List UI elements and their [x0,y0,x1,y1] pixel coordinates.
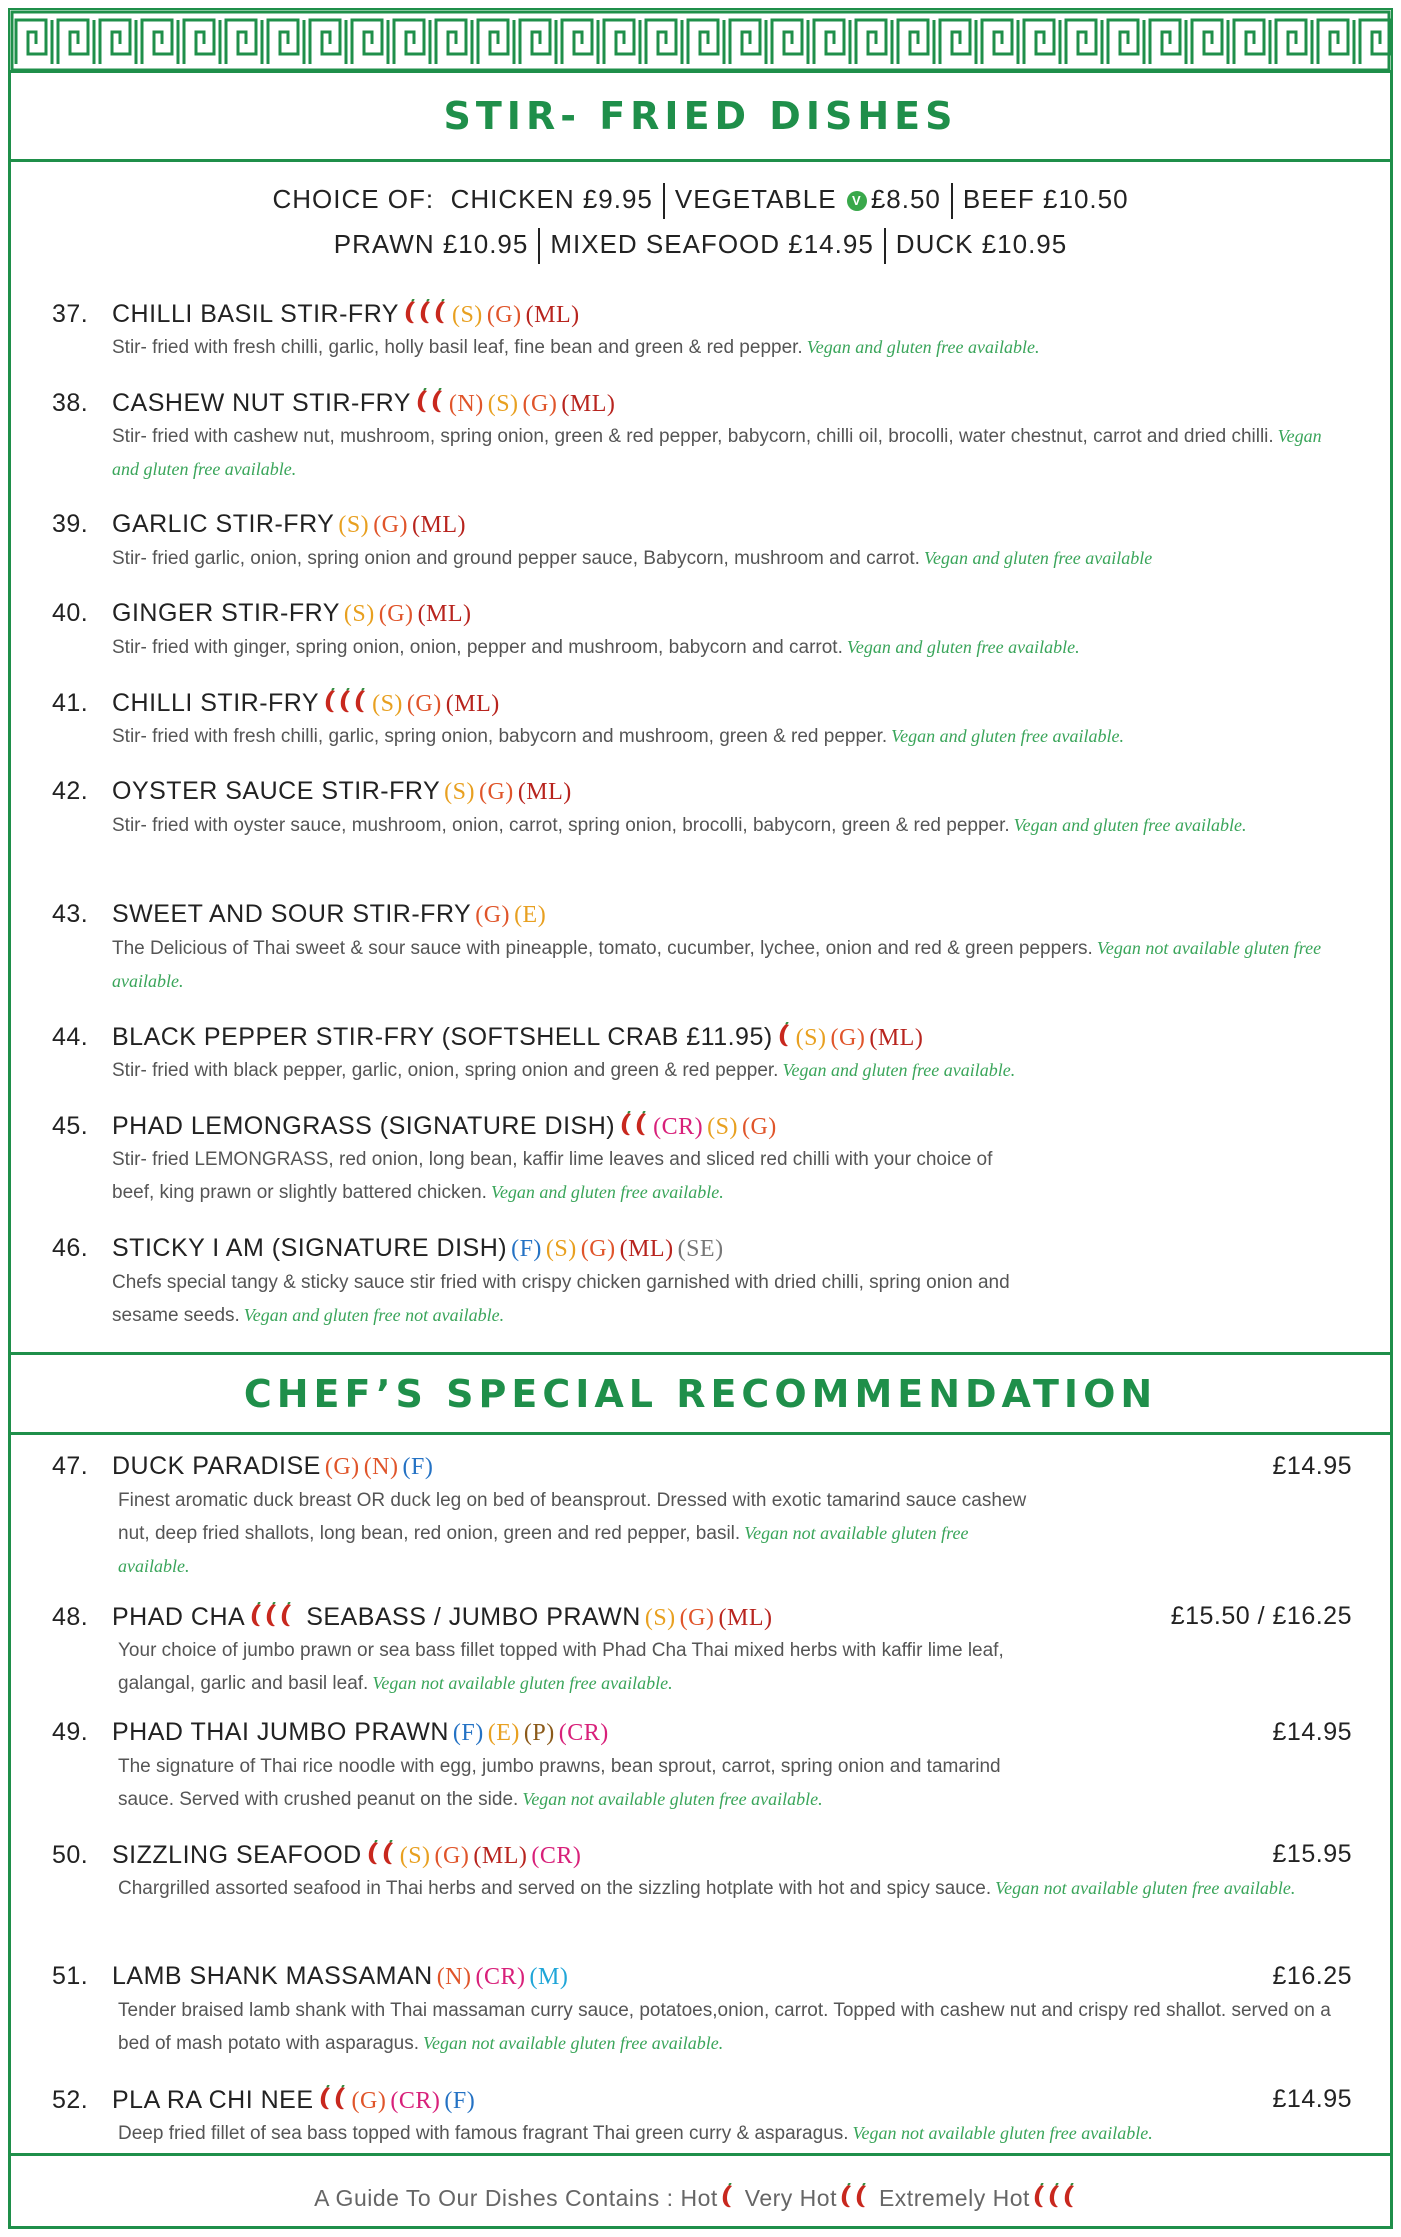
vegan-note: Vegan and gluten free available [923,548,1153,568]
allergen-tag: (S) [545,1236,577,1262]
allergen-tag: (N) [363,1454,399,1480]
chilli-icon [249,1602,263,1635]
dish-number: 45. [52,1112,89,1141]
allergen-tag: (ML) [412,512,466,538]
vegan-badge-icon: V [847,191,867,211]
dish-number: 52. [52,2086,89,2115]
dish-name: GARLIC STIR-FRY [112,510,335,538]
chilli-icon [433,299,447,332]
chilli-guide [10,2170,1391,2226]
allergen-tag: (N) [436,1964,472,1990]
dish-heading [52,1234,1352,1266]
section-header-chefs-special [10,1352,1391,1435]
dish-description [112,1054,1352,1087]
dish-item [52,2085,1352,2150]
chilli-icon [634,1111,648,1144]
choice-vegetable-price: £8.50 [870,183,941,214]
vegan-note: Vegan and gluten free available. [112,426,1322,479]
dish-heading [52,1718,1352,1750]
allergen-tag: (P) [523,1720,555,1746]
vegan-note: Vegan not available gluten free available. [112,938,1322,991]
allergen-tag: (S) [795,1025,827,1052]
dish-description [112,809,1352,842]
dish-item [52,1111,1352,1209]
dish-heading [52,900,1352,932]
chilli-icon [333,2085,347,2118]
chilli-icon [418,299,432,332]
chilli-icon [323,688,337,721]
description-text: Stir- fried LEMONGRASS, red onion, long bean, kaffir lime leaves and sliced red chilli with your choice of beef, king prawn or slightly battered chicken. [112,1149,993,1203]
vegan-note: Vegan not available gluten free available. [423,2033,724,2053]
allergen-tag: (G) [741,1114,777,1141]
allergen-tag: (G) [679,1605,715,1632]
dish-name: GINGER STIR-FRY [112,599,340,627]
separator [538,228,540,264]
dish-item [52,777,1352,842]
dish-name: CHILLI BASIL STIR-FRY [112,300,399,329]
choice-duck: DUCK £10.95 [895,228,1068,259]
chilli-rating [318,2085,348,2118]
allergen-tag: (S) [338,512,370,538]
allergen-tag: (ML) [869,1025,924,1052]
choice-chicken: CHICKEN £9.95 [450,183,653,214]
choice-line-1 [10,183,1391,219]
dish-number: 50. [52,1841,89,1870]
dish-item [52,299,1352,364]
dish-number: 41. [52,689,89,718]
allergen-tag: (G) [475,902,511,928]
separator [663,183,665,219]
chilli-icon [839,2173,853,2229]
dish-name: PHAD CHA [112,1603,246,1632]
dish-heading [52,299,1352,331]
description-text: Finest aromatic duck breast OR duck leg on bed of beansprout. Dressed with exotic tamarind sauce cashew nut, deep fried shallots, long bean, red onion, green and red pepper, basil. [118,1490,1027,1544]
allergen-tag: (S) [451,302,483,329]
dish-number: 44. [52,1023,89,1052]
vegan-note: Vegan and gluten free available. [806,337,1040,357]
dish-description [118,1484,1038,1583]
allergen-tag: (F) [402,1454,434,1480]
chilli-icon [353,688,367,721]
dish-item [52,599,1352,664]
chilli-icon [1047,2173,1061,2229]
allergen-tag: (CR) [653,1114,704,1141]
dish-item [52,510,1352,575]
description-text: Tender braised lamb shank with Thai massaman curry sauce, potatoes,onion, carrot. Topped with cashew nut and crispy red shallot. served on a bed of mash potato with asparagus. [118,2000,1331,2054]
choice-vegetable: VEGETABLE [674,183,837,214]
dish-name: PHAD LEMONGRASS (SIGNATURE DISH) [112,1112,616,1141]
allergen-tag: (N) [448,391,484,418]
dish-name: LAMB SHANK MASSAMAN [112,1962,433,1990]
dish-heading [52,510,1352,542]
description-text: Chefs special tangy & sticky sauce stir fried with crispy chicken garnished with dried chilli, spring onion and sesame seeds. [112,1272,1010,1326]
dish-description [118,1872,1358,1905]
dish-item [52,1022,1352,1087]
dish-name: SIZZLING SEAFOOD [112,1841,362,1870]
dish-number: 47. [52,1452,89,1480]
chilli-hot-icon [720,2171,735,2229]
description-text: Chargrilled assorted seafood in Thai herbs and served on the sizzling hotplate with hot and spicy sauce. [118,1878,992,1899]
dish-number: 39. [52,510,89,538]
allergen-tag: (G) [351,2088,387,2115]
chilli-extremely-hot-icon [1032,2171,1077,2229]
vegan-note: Vegan not available gluten free available. [995,1878,1296,1898]
dish-item [52,1840,1352,1905]
dish-heading [52,688,1352,720]
dish-description [118,1634,1038,1700]
allergen-tag: (E) [514,902,547,928]
dish-item [52,688,1352,753]
vegan-note: Vegan not available gluten free available. [852,2123,1153,2143]
description-text: Stir- fried garlic, onion, spring onion and ground pepper sauce, Babycorn, mushroom and carrot. [112,548,920,569]
dish-description [112,1266,1032,1332]
allergen-tag: (G) [434,1843,470,1870]
dish-description [118,1750,1038,1816]
vegan-note: Vegan and gluten free not available. [243,1305,505,1325]
allergen-tag: (G) [580,1236,616,1262]
description-text: Your choice of jumbo prawn or sea bass fillet topped with Phad Cha Thai mixed herbs with kaffir lime leaf, galangal, garlic and basil leaf. [118,1640,1004,1694]
allergen-tag: (ML) [473,1843,528,1870]
section-title: STIR- FRIED DISHES [443,94,958,138]
dish-description [112,542,1352,575]
chilli-icon [619,1111,633,1144]
section-title: CHEF’S SPECIAL RECOMMENDATION [243,1371,1158,1416]
guide-extremely-hot: Extremely Hot [878,2185,1030,2211]
allergen-tag: (G) [406,691,442,718]
chilli-icon [366,1840,380,1873]
dish-item [52,388,1352,486]
chilli-rating [249,1602,294,1635]
dish-price: £15.50 / £16.25 [1170,1602,1352,1630]
chilli-icon [279,1602,293,1635]
choice-prefix: CHOICE OF: [272,183,435,214]
dish-description [118,1994,1358,2060]
dish-heading [52,777,1352,809]
dish-item [52,1962,1352,2060]
chilli-rating [777,1022,792,1055]
description-text: The Delicious of Thai sweet & sour sauce with pineapple, tomato, cucumber, lychee, onion and red & green peppers. [112,938,1093,959]
dish-heading [52,2085,1352,2117]
dish-number: 43. [52,900,89,928]
dish-description [118,2117,1358,2150]
dish-number: 37. [52,300,89,329]
allergen-tag: (S) [399,1843,431,1870]
dish-price: £14.95 [1272,1452,1352,1480]
chilli-icon [854,2173,868,2229]
dish-heading [52,1840,1352,1872]
chilli-rating [366,1840,396,1873]
vegan-note: Vegan not available gluten free available. [372,1673,673,1693]
chilli-icon [338,688,352,721]
dish-name: CHILLI STIR-FRY [112,689,320,718]
description-text: Stir- fried with fresh chilli, garlic, spring onion, babycorn and mushroom, green & red pepper. [112,726,888,747]
chilli-rating [403,299,448,332]
allergen-tag: (S) [644,1605,676,1632]
separator [951,183,953,219]
dish-number: 40. [52,599,89,627]
dish-item [52,1234,1352,1332]
allergen-tag: (S) [487,391,519,418]
allergen-tag: (ML) [619,1236,674,1262]
dish-description [112,420,1352,486]
chilli-icon [403,299,417,332]
allergen-tag: (ML) [417,601,472,627]
chilli-icon [415,388,429,421]
allergen-tag: (S) [444,779,475,805]
chilli-icon [777,1022,791,1055]
chilli-icon [1062,2173,1076,2229]
section-header-stir-fried [10,70,1391,162]
chilli-rating [619,1111,649,1144]
dish-heading [52,1452,1352,1484]
chilli-icon [1032,2173,1046,2229]
description-text: The signature of Thai rice noodle with egg, jumbo prawns, bean sprout, carrot, spring onion and tamarind sauce. Served with crushed peanut on the side. [118,1756,1001,1810]
divider [10,2153,1391,2156]
dish-item [52,900,1352,998]
allergen-tag: (F) [511,1236,542,1262]
guide-prefix: A Guide To Our Dishes Contains : Hot [314,2185,718,2211]
dish-description [112,720,1352,753]
dish-description [112,932,1352,998]
dish-name: PHAD THAI JUMBO PRAWN [112,1718,449,1746]
dish-price: £15.95 [1272,1840,1352,1868]
choice-beef: BEEF £10.50 [962,183,1129,214]
dish-price: £14.95 [1272,1718,1352,1746]
dish-number: 42. [52,777,89,805]
dish-heading [52,1111,1352,1143]
dish-name-secondary: SEABASS / JUMBO PRAWN [306,1603,641,1632]
vegan-note: Vegan not available gluten free available. [522,1789,823,1809]
allergen-tag: (M) [529,1964,569,1990]
allergen-tag: (ML) [445,691,500,718]
allergen-tag: (CR) [558,1720,609,1746]
description-text: Stir- fried with ginger, spring onion, onion, pepper and mushroom, babycorn and carrot. [112,637,843,658]
chilli-icon [264,1602,278,1635]
allergen-tag: (G) [522,391,558,418]
allergen-tag: (ML) [517,779,572,805]
allergen-tag: (ML) [561,391,616,418]
dish-description [112,1143,1032,1209]
allergen-tag: (G) [478,779,514,805]
allergen-tag: (F) [444,2088,476,2115]
allergen-tag: (E) [487,1720,520,1746]
dish-number: 49. [52,1718,89,1746]
dish-item [52,1452,1352,1583]
allergen-tag: (SE) [677,1236,724,1262]
description-text: Stir- fried with cashew nut, mushroom, spring onion, green & red pepper, babycorn, chilli oil, brocolli, water chestnut, carrot and dried chilli. [112,426,1274,447]
choice-mixed-seafood: MIXED SEAFOOD £14.95 [550,228,874,259]
dish-heading [52,388,1352,420]
dish-item [52,1602,1352,1700]
dish-heading [52,1022,1352,1054]
allergen-tag: (G) [486,302,522,329]
allergen-tag: (CR) [475,1964,526,1990]
dish-name: DUCK PARADISE [112,1452,321,1480]
description-text: Stir- fried with oyster sauce, mushroom, onion, carrot, spring onion, brocolli, babycorn, green & red pepper. [112,815,1010,836]
dish-number: 48. [52,1603,89,1632]
dish-description [112,331,1352,364]
dish-name: PLA RA CHI NEE [112,2086,314,2115]
choice-prawn: PRAWN £10.95 [333,228,529,259]
dish-number: 51. [52,1962,89,1990]
dish-number: 38. [52,389,89,418]
dish-number: 46. [52,1234,89,1262]
chilli-very-hot-icon [839,2171,869,2229]
allergen-tag: (G) [830,1025,866,1052]
vegan-note: Vegan and gluten free available. [490,1182,724,1202]
allergen-tag: (G) [378,601,414,627]
vegan-note: Vegan and gluten free available. [846,637,1080,657]
allergen-tag: (G) [373,512,409,538]
dish-name: STICKY I AM (SIGNATURE DISH) [112,1234,508,1262]
dish-description [112,631,1352,664]
allergen-tag: (CR) [531,1843,582,1870]
chilli-icon [720,2173,734,2229]
allergen-tag: (G) [324,1454,360,1480]
dish-name: BLACK PEPPER STIR-FRY (SOFTSHELL CRAB £11.95) [112,1023,773,1052]
allergen-tag: (S) [707,1114,738,1141]
dish-name: SWEET AND SOUR STIR-FRY [112,900,472,928]
description-text: Deep fried fillet of sea bass topped with famous fragrant Thai green curry & asparagus. [118,2123,849,2144]
allergen-tag: (S) [372,691,403,718]
dish-price: £14.95 [1272,2085,1352,2113]
separator [884,228,886,264]
vegan-note: Vegan and gluten free available. [891,726,1124,746]
dish-heading [52,1962,1352,1994]
allergen-tag: (S) [343,601,375,627]
allergen-tag: (F) [452,1720,484,1746]
greek-key-border [10,10,1391,72]
allergen-tag: (CR) [390,2088,441,2115]
chilli-icon [381,1840,395,1873]
allergen-tag: (ML) [525,302,580,329]
description-text: Stir- fried with fresh chilli, garlic, holly basil leaf, fine bean and green & red pepper. [112,337,803,358]
chilli-icon [430,388,444,421]
dish-name: CASHEW NUT STIR-FRY [112,389,411,418]
dish-item [52,1718,1352,1816]
chilli-rating [415,388,445,421]
choice-line-2 [10,228,1391,264]
vegan-note: Vegan and gluten free available. [1013,815,1247,835]
dish-heading [52,599,1352,631]
dish-price: £16.25 [1272,1962,1352,1990]
vegan-note: Vegan and gluten free available. [782,1060,1016,1080]
allergen-tag: (ML) [718,1605,773,1632]
dish-name: OYSTER SAUCE STIR-FRY [112,777,441,805]
vegan-note: Vegan not available gluten free available. [118,1523,969,1576]
description-text: Stir- fried with black pepper, garlic, onion, spring onion and green & red pepper. [112,1060,779,1081]
chilli-icon [318,2085,332,2118]
dish-heading [52,1602,1352,1634]
guide-very-hot: Very Hot [744,2185,837,2211]
chilli-rating [323,688,368,721]
